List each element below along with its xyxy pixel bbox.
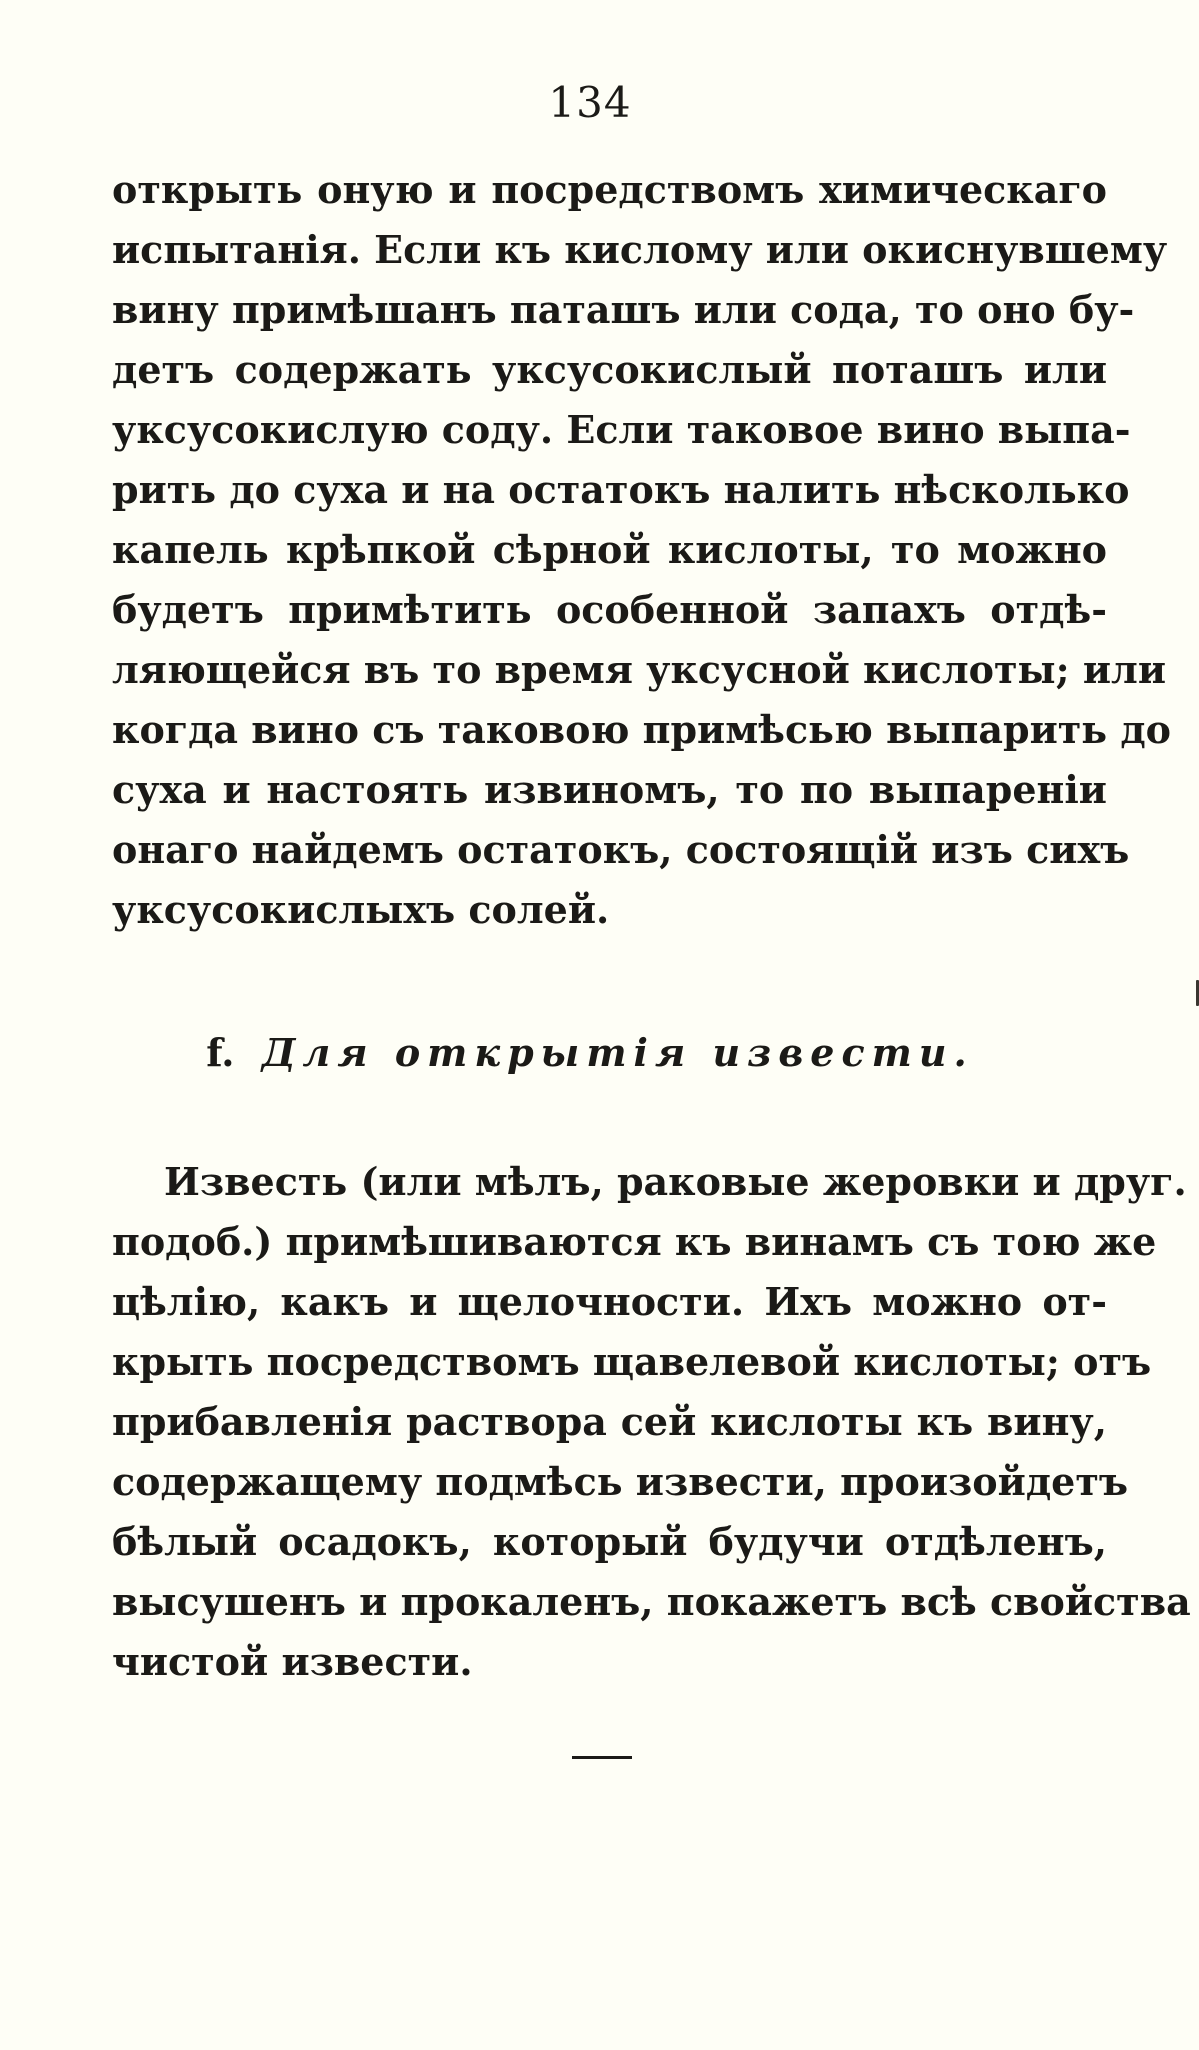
text-line: уксусокислую соду. Если таковое вино выпа- (112, 407, 1131, 452)
paragraph-lime-detection (112, 1152, 1191, 1692)
text-line: уксусокислыхъ солей. (112, 887, 610, 932)
section-heading (0, 1030, 1180, 1075)
text-line: детъ содержать уксусокислый поташъ или (112, 347, 1107, 392)
text-line: испытанія. Если къ кислому или окиснувшему (112, 227, 1168, 272)
text-line: прибавленія раствора сей кислоты къ вину, (112, 1399, 1107, 1444)
text-line: вину примѣшанъ паташъ или сода, то оно бу- (112, 287, 1135, 332)
paragraph-wine-acid-test (112, 160, 1171, 940)
text-line: онаго найдемъ остатокъ, состоящій изъ сихъ (112, 827, 1130, 872)
page-number: 134 (548, 78, 632, 127)
text-line: когда вино съ таковою примѣсью выпарить до (112, 707, 1171, 752)
text-line: рить до суха и на остатокъ налить нѣсколько (112, 467, 1130, 512)
text-line: чистой извести. (112, 1639, 473, 1684)
section-title: Для открытія извести. (261, 1030, 974, 1075)
section-end-rule (572, 1756, 632, 1759)
text-line: Известь (или мѣлъ, раковые жеровки и друг. (164, 1159, 1187, 1204)
text-line: крыть посредствомъ щавелевой кислоты; отъ (112, 1339, 1152, 1384)
text-line: ляющейся въ то время уксусной кислоты; или (112, 647, 1167, 692)
text-line: бѣлый осадокъ, который будучи отдѣленъ, (112, 1519, 1107, 1564)
text-line: будетъ примѣтить особенной запахъ отдѣ- (112, 587, 1107, 632)
text-line: цѣлію, какъ и щелочности. Ихъ можно от- (112, 1279, 1107, 1324)
text-line: высушенъ и прокаленъ, покажетъ всѣ свойства (112, 1579, 1191, 1624)
text-line: содержащему подмѣсь извести, произойдетъ (112, 1459, 1129, 1504)
text-line: открыть оную и посредствомъ химическаго (112, 167, 1107, 212)
text-line: суха и настоять извиномъ, то по выпареніи (112, 767, 1107, 812)
text-line: капель крѣпкой сѣрной кислоты, то можно (112, 527, 1107, 572)
section-letter: f. (206, 1030, 235, 1075)
text-line: подоб.) примѣшиваются къ винамъ съ тою же (112, 1219, 1157, 1264)
